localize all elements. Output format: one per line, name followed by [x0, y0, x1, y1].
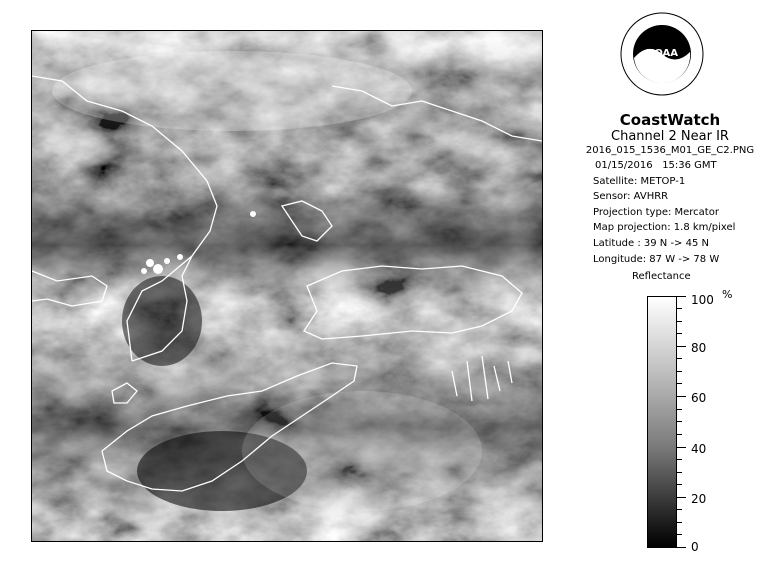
date-time [565, 158, 775, 174]
latitude: Latitude : 39 N -> 45 N [593, 237, 709, 249]
product-title: CoastWatch [619, 111, 721, 129]
scale-label-40: 40 [691, 442, 707, 456]
date: 01/15/2016 [595, 160, 653, 171]
svg-text:NOAA: NOAA [645, 48, 679, 59]
cloud-band [242, 391, 482, 511]
scale-label-0: 0 [691, 540, 699, 554]
noaa-logo [620, 12, 704, 96]
channel-label: Channel 2 Near IR [611, 129, 729, 144]
projection-type: Projection type: Mercator [593, 206, 719, 218]
scale-ticks [677, 293, 737, 554]
longitude: Longitude: 87 W -> 78 W [593, 253, 720, 265]
sensor: Sensor: AVHRR [593, 191, 669, 203]
scale-label-20: 20 [691, 492, 707, 506]
cloud-band [52, 51, 412, 131]
lake-huron-shadow [122, 276, 202, 366]
reflectance-scale [647, 296, 677, 548]
info-panel [565, 112, 775, 267]
satellite: Satellite: METOP-1 [593, 175, 686, 187]
filename: 2016_015_1536_M01_GE_C2.PNG [585, 145, 755, 156]
scale-label-100: 100 [691, 293, 714, 307]
map-projection: Map projection: 1.8 km/pixel [593, 222, 736, 234]
scale-label-80: 80 [691, 341, 707, 355]
satellite-image [31, 30, 543, 542]
satellite-scene [32, 31, 542, 541]
time: 15:36 GMT [662, 160, 717, 171]
scale-title: Reflectance [632, 271, 691, 282]
scale-label-60: 60 [691, 391, 707, 405]
scale-unit: % [722, 288, 733, 301]
